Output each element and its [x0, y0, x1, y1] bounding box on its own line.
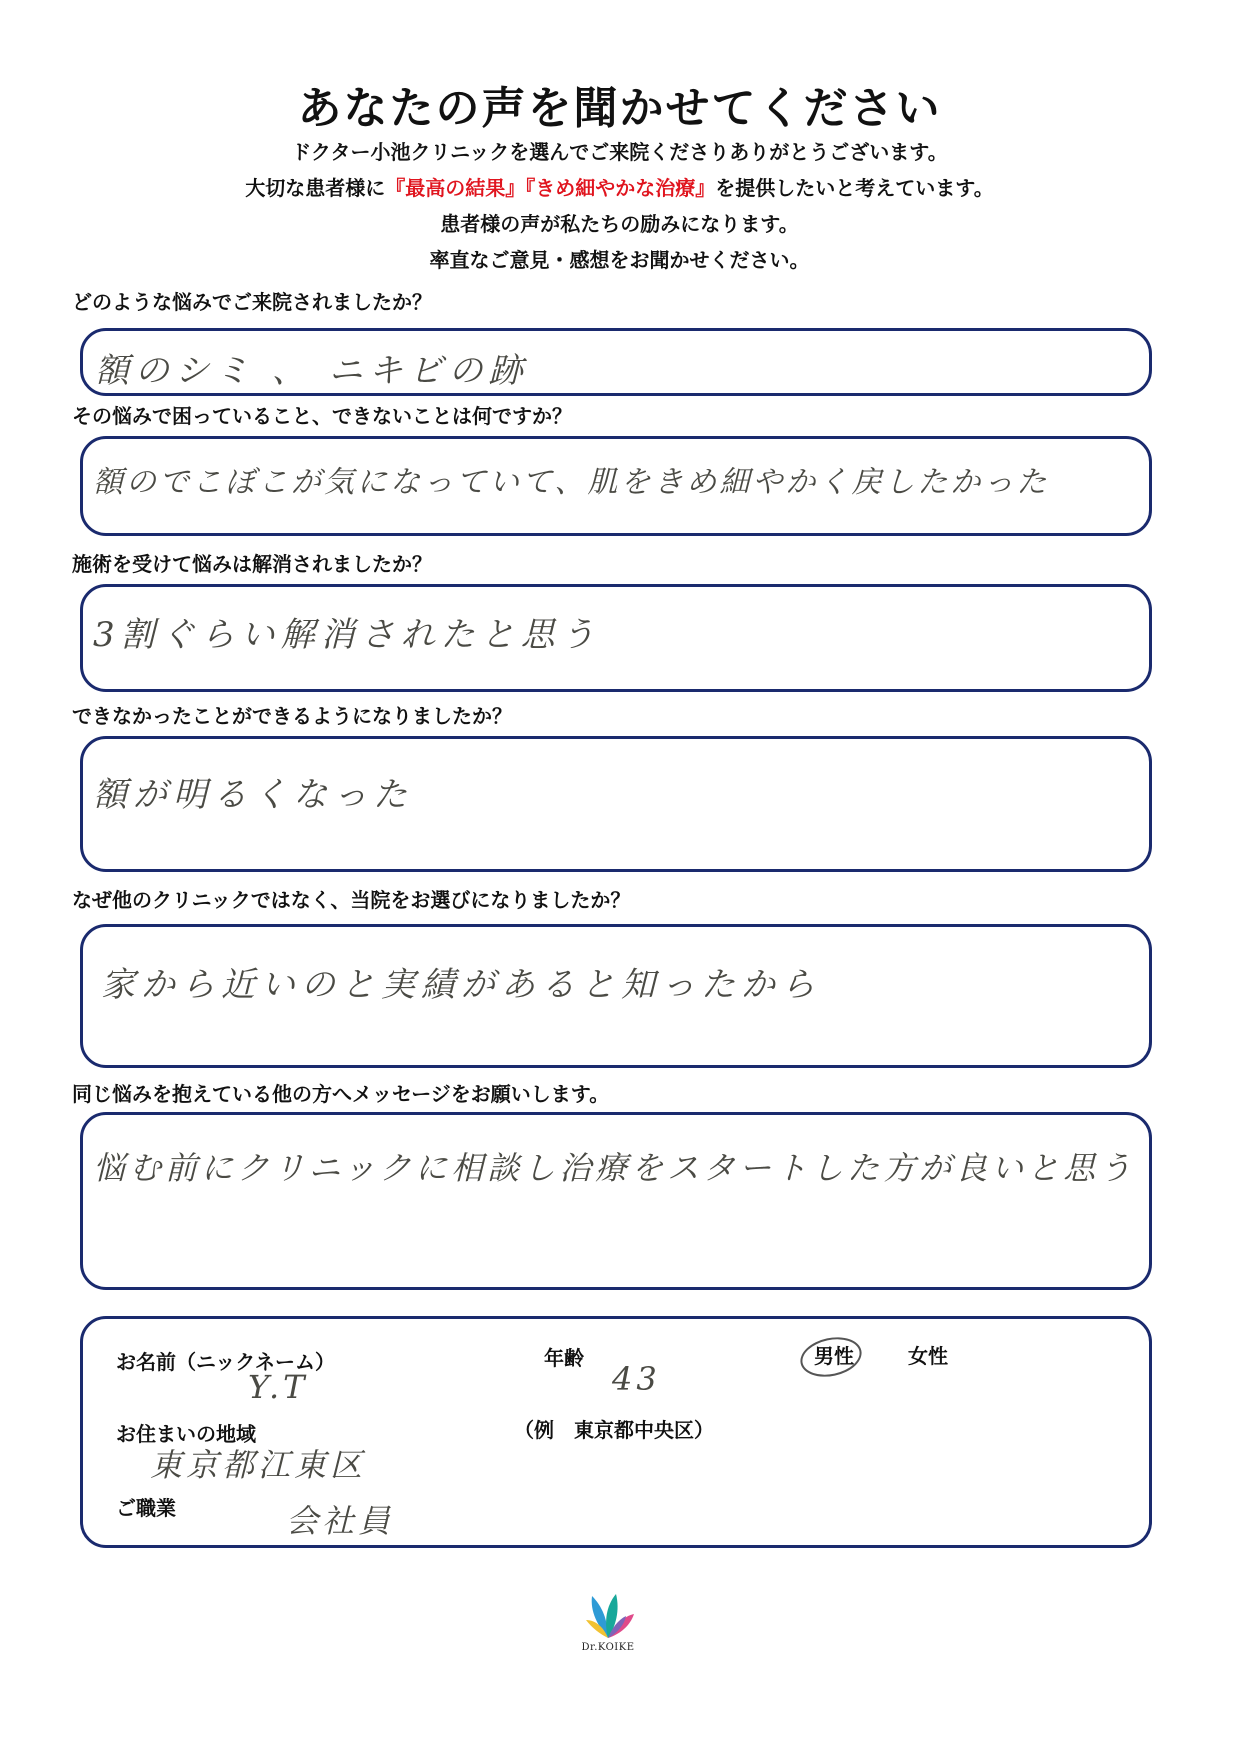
- intro-line-1: ドクター小池クリニックを選んでご来院くださりありがとうございます。: [291, 140, 948, 164]
- question-1-label: どのような悩みでご来院されましたか？: [72, 290, 432, 314]
- question-6-label: 同じ悩みを抱えている他の方へメッセージをお願いします。: [72, 1082, 610, 1106]
- question-6-answer-box[interactable]: [80, 1112, 1152, 1290]
- logo-text: Dr.KOIKE: [581, 1642, 635, 1653]
- region-example: （例 東京都中央区）: [514, 1418, 714, 1442]
- job-label: ご職業: [116, 1496, 176, 1520]
- question-6-answer: 悩む前にクリニックに相談し治療をスタートした方が良いと思う: [93, 1149, 1136, 1187]
- question-2-answer: 額のでこぼこが気になっていて、肌をきめ細やかく戻したかった: [93, 465, 1050, 500]
- name-label: お名前（ニックネーム）: [116, 1350, 335, 1374]
- intro-line-4: 率直なご意見・感想をお聞かせください。: [429, 248, 810, 272]
- male-option[interactable]: 男性: [814, 1344, 854, 1368]
- question-2-label: その悩みで困っていること、できないことは何ですか？: [72, 404, 572, 428]
- age-value[interactable]: 43: [612, 1360, 661, 1398]
- question-5-answer-box[interactable]: [80, 924, 1152, 1068]
- question-4-answer-box[interactable]: [80, 736, 1152, 872]
- intro-line-3: 患者様の声が私たちの励みになります。: [440, 212, 799, 236]
- age-label: 年齢: [544, 1346, 584, 1370]
- question-3-answer: 3割ぐらい解消されたと思う: [93, 615, 601, 655]
- question-5-answer: 家から近いのと実績があると知ったから: [101, 965, 821, 1005]
- region-value[interactable]: 東京都江東区: [150, 1446, 367, 1484]
- page-title: あなたの声を聞かせてください: [297, 83, 942, 134]
- question-3-label: 施術を受けて悩みは解消されましたか？: [72, 552, 432, 576]
- female-option[interactable]: 女性: [908, 1344, 948, 1368]
- question-5-label: なぜ他のクリニックではなく、当院をお選びになりましたか？: [72, 888, 631, 912]
- question-4-label: できなかったことができるようになりましたか？: [72, 704, 512, 728]
- question-1-answer-box[interactable]: [80, 328, 1152, 396]
- name-value[interactable]: Y.T: [248, 1368, 309, 1406]
- question-4-answer: 額が明るくなった: [93, 775, 413, 815]
- question-2-answer-box[interactable]: [80, 436, 1152, 536]
- question-1-answer: 額のシミ 、 ニキビの跡: [95, 351, 529, 391]
- intro-line-2-pre: 大切な患者様に: [245, 176, 386, 200]
- intro-line-2-post: を提供したいと考えています。: [715, 176, 994, 200]
- intro-line-2-highlight: 『最高の結果』『きめ細やかな治療』: [385, 176, 716, 200]
- region-label: お住まいの地域: [116, 1422, 256, 1446]
- job-value[interactable]: 会社員: [286, 1502, 395, 1540]
- intro-line-2: [0, 172, 1239, 201]
- question-3-answer-box[interactable]: [80, 584, 1152, 692]
